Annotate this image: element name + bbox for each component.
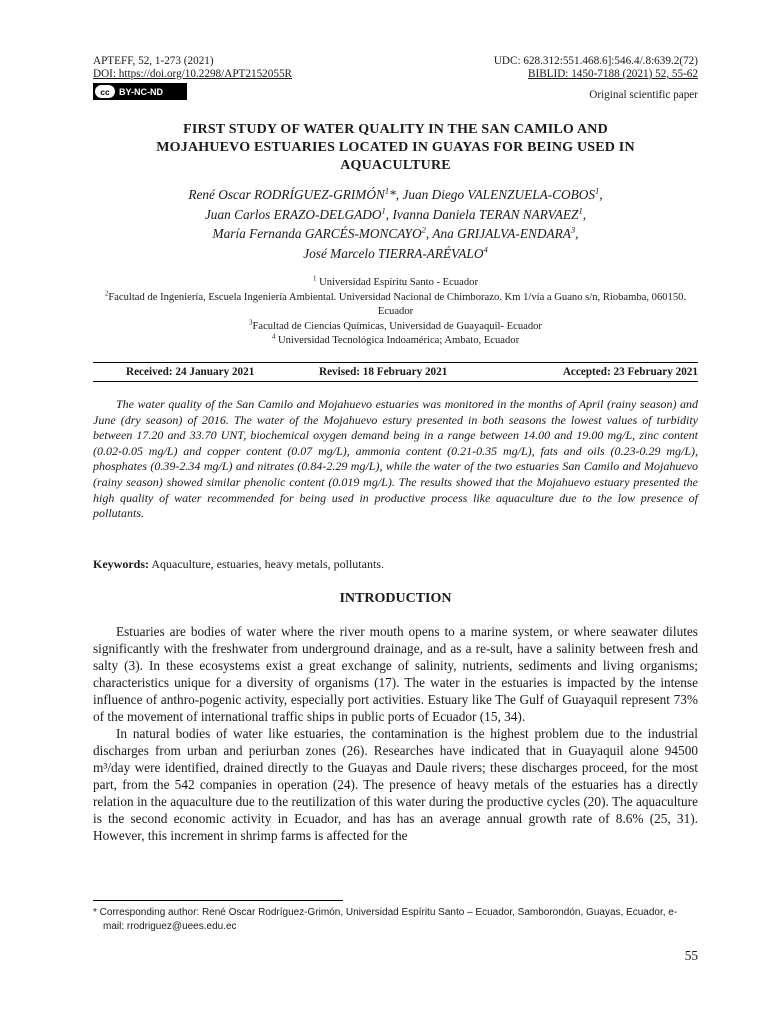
author-name: María Fernanda GARCÉS-MONCAYO (212, 226, 422, 241)
received-date: Received: 24 January 2021 (126, 366, 255, 378)
udc-code: UDC: 628.312:551.468.6]:546.4/.8:639.2(72) (493, 55, 698, 67)
affiliations (93, 276, 698, 349)
cc-license-badge[interactable] (93, 83, 187, 100)
author-name: Ivanna Daniela TERAN NARVAEZ (392, 206, 579, 222)
author-affil-ref: 2 (421, 224, 426, 235)
author-name: Juan Carlos ERAZO-DELGADO (204, 206, 382, 222)
keywords-label: Keywords: (93, 557, 149, 571)
doi-link[interactable]: DOI: https://doi.org/10.2298/APT2152055R (93, 68, 293, 80)
biblid: BIBLID: 1450-7188 (2021) 52, 55-62 (528, 68, 698, 80)
footnote: * Corresponding author: René Oscar Rodríguez-Grimón, Universidad Espíritu Santo – Ecuador, Samborondón, Guayas, Ecuador, e-mail: rrodriguez@uees.edu.ec (93, 907, 678, 932)
affiliation: $^4$ Universidad Tecnológica Indoamérica; Ambato, Ecuador (271, 333, 520, 346)
footnote-rule (93, 900, 343, 901)
author-affil-ref: 1 (384, 185, 390, 196)
journal-ref: APTEFF, 52, 1-273 (2021) (93, 55, 214, 67)
paragraph: Estuaries are bodies of water where the river mouth opens to a marine system, or where seawater dilutes significantly with the freshwater from underground drainage, and as a re-sult, have a salinity between fresh and salty (3). In these ecosystems exist a great exchange of salinity, nutrients, sediments and living organisms; characteristics unique for a diversity of organisms (17). The water in the estuaries is impacted by the intense influence of anthro-pogenic activity, especially port activities. Estuary like The Gulf of Guayaquil represent 73% of the movement of international traffic ships in public ports of Ecuador (15, 34). (93, 624, 698, 724)
author-line: René Oscar RODRÍGUEZ-GRIMÓN$^1$*, Juan Diego VALENZUELA-COBOS$^1$, (188, 185, 603, 202)
cc-icon: cc (95, 85, 115, 98)
author-affil-ref: 3 (570, 224, 576, 235)
title-line: AQUACULTURE (340, 158, 451, 173)
author-name: José Marcelo TIERRA-ARÉVALO (303, 245, 484, 261)
author-line: María Fernanda GARCÉS-MONCAYO$^2$, Ana GRIJALVA-ENDARA$^3$, (212, 224, 579, 241)
author-line: Juan Carlos ERAZO-DELGADO$^1$, Ivanna Daniela TERAN NARVAEZ$^1$, (204, 205, 587, 222)
title-line: MOJAHUEVO ESTUARIES LOCATED IN GUAYAS FOR BEING USED IN (156, 140, 635, 155)
author-affil-ref: 4 (483, 244, 488, 255)
author-name: Ana GRIJALVA-ENDARA (432, 226, 571, 241)
author-name: René Oscar RODRÍGUEZ-GRIMÓN (188, 187, 385, 202)
author-affil-ref: 1 (594, 185, 600, 196)
abstract: The water quality of the San Camilo and Mojahuevo estuaries was monitored in the months of April (rainy season) and June (dry season) of 2016. The water of the Mojahuevo estury presented in both seasons the lowest values of turbidity between 17.20 and 33.70 UNT, biochemical oxygen demand being in a range between 14.00 and 19.00 mg/L, zinc content (0.02-0.05 mg/L) and copper content (0.07 mg/L), ammonia content (0.21-0.35 mg/L), fats and oils (0.23-0.29 mg/L), phosphates (0.39-2.34 mg/L) and nitrates (0.84-2.29 mg/L), while the water of the two estuaries San Camilo and Mojahuevo (rainy season) showed similar phenolic content (0.019 mg/L). The results showed that the Mojahuevo estuary presented the high quality of water recommended for being used in productive process like aquaculture due to the low presence of pollutants. (93, 397, 698, 521)
author-line (93, 244, 698, 264)
keywords-text: Aquaculture, estuaries, heavy metals, pollutants. (151, 557, 384, 571)
affiliation: $^2$Facultad de Ingeniería, Escuela Ingeniería Ambiental. Universidad Nacional de Chimborazo. Km 1/vía a Guano s/n, Riobamba, 060150. Ecuador (104, 289, 687, 317)
submission-dates (93, 362, 698, 382)
affiliation: $^3$Facultad de Ciencias Químicas, Universidad de Guayaquil- Ecuador (249, 318, 542, 332)
paper-title (93, 121, 698, 175)
keywords (93, 557, 698, 572)
affiliation: $^1$ Universidad Espíritu Santo - Ecuador (313, 275, 478, 288)
accepted-date: Accepted: 23 February 2021 (562, 366, 698, 378)
revised-date: Revised: 18 February 2021 (319, 366, 448, 378)
author-affil-ref: 1 (578, 205, 583, 216)
author-name: Juan Diego VALENZUELA-COBOS (402, 187, 595, 202)
body-text (93, 623, 698, 844)
title-line: FIRST STUDY OF WATER QUALITY IN THE SAN CAMILO AND (183, 122, 608, 137)
author-affil-ref: 1 (381, 205, 386, 216)
paper-type: Original scientific paper (589, 89, 698, 101)
paragraph: In natural bodies of water like estuaries, the contamination is the highest problem due to the industrial discharges from urban and periurban zones (26). Researches have indicated that in Guayaquil alone 94500 m³/day were identified, drained directly to the Guayas and Daule rivers; these discharges proceed, for the most part, from the 542 companies in operation (24). The presence of heavy metals of the estuaries has a directly relation in the aquaculture due to the reutilization of this water during the productive cycles (20). The aquaculture is the second economic activity in Ecuador, and has has an average annual growth rate of 8.6% (25, 31). However, this increment in shrimp farms is affected for the (93, 726, 698, 843)
license-text: BY-NC-ND (119, 86, 163, 97)
author-list (93, 185, 698, 263)
page-number: 55 (684, 948, 698, 963)
section-heading: INTRODUCTION (339, 591, 452, 606)
